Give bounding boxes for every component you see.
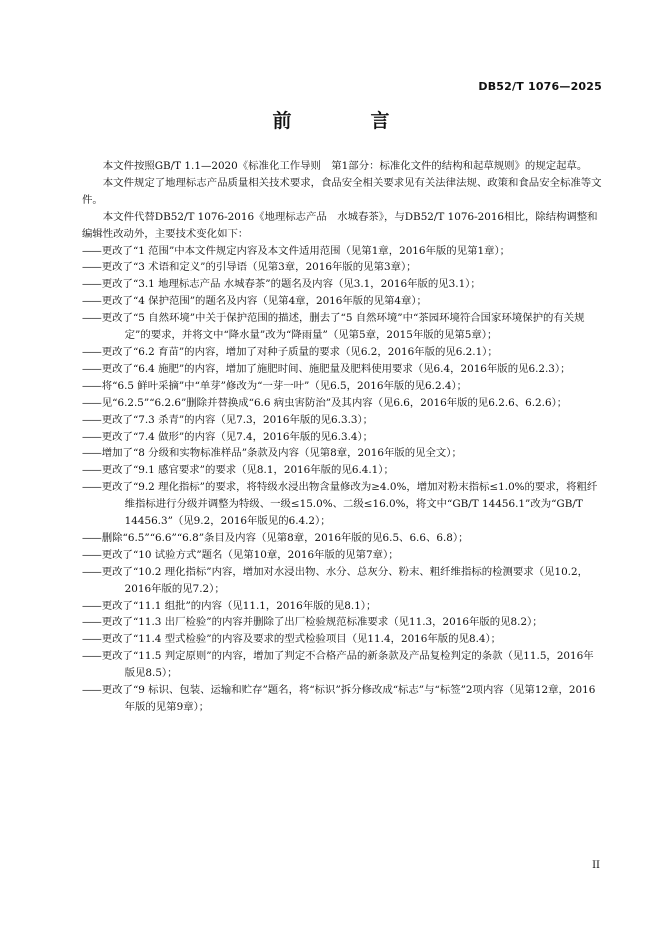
change-text: 更改了“9 标识、包装、运输和贮存”题名，将“标识”拆分修改成“标志”与“标签”2项内容（见第12章，2016年版的见第9章）； xyxy=(101,684,596,713)
list-dash: —— xyxy=(82,447,101,460)
list-dash: —— xyxy=(82,684,101,697)
change-text: 更改了“9.1 感官要求”的要求（见8.1，2016年版的见6.4.1）； xyxy=(101,464,394,477)
list-dash: —— xyxy=(82,650,101,663)
change-list-item xyxy=(82,310,602,344)
list-dash: —— xyxy=(82,548,101,561)
paragraph-scope-note: 本文件规定了地理标志产品质量相关技术要求，食品安全相关要求见有关法律法规、政策和食品安全标准等文件。 xyxy=(82,176,602,206)
change-text: 更改了“9.2 理化指标”的要求，将特级水浸出物含量修改为≥4.0%，增加对粉末指标≤1.0%的要求，将粗纤维指标进行分级并调整为特级、一级≤15.0%、二级≤16.0%，将文中“GB/T 14456.1”改为“GB/T 14456.3”（见9.2，2016年版见的6.4.2）； xyxy=(101,481,598,528)
change-text: 将“6.5 鲜叶采摘”中“单芽”修改为“一芽一叶”（见6.5，2016年版的见6.2.4）； xyxy=(101,379,468,392)
list-dash: —— xyxy=(82,413,101,426)
change-list xyxy=(82,243,602,716)
list-dash: —— xyxy=(82,278,101,291)
change-text: 更改了“10.2 理化指标”内容，增加对水浸出物、水分、总灰分、粉末、粗纤维指标的检测要求（见10.2，2016年版的见7.2）； xyxy=(101,565,588,595)
change-list-item xyxy=(82,479,602,530)
change-text: 见“6.2.5”“6.2.6”删除并替换成“6.6 病虫害防治”及其内容（见6.6，2016年版的见6.2.6、6.2.6）； xyxy=(101,396,568,409)
list-dash: —— xyxy=(82,396,101,409)
list-dash: —— xyxy=(82,599,101,612)
list-dash: —— xyxy=(82,464,101,477)
change-text: 更改了“3.1 地理标志产品 水城春茶”的题名及内容（见3.1，2016年版的见3.1）； xyxy=(101,278,481,291)
paragraph-drafting-basis: 本文件按照GB/T 1.1—2020《标准化工作导则 第1部分：标准化文件的结构和起草规则》的规定起草。 xyxy=(102,160,588,172)
change-list-item xyxy=(82,344,602,361)
change-text: 删除“6.5”“6.6”“6.8”条目及内容（见第8章，2016年版的见6.5、6.6、6.8）； xyxy=(101,531,469,544)
change-list-item xyxy=(82,614,602,631)
change-list-item xyxy=(82,462,602,479)
paragraph-replacement-note: 本文件代替DB52/T 1076-2016《地理标志产品 水城春茶》，与DB52/T 1076-2016相比，除结构调整和编辑性改动外，主要技术变化如下： xyxy=(82,210,598,240)
page-number: II xyxy=(592,860,600,871)
change-text: 更改了“5 自然环境”中关于保护范围的描述，删去了“5 自然环境”中“茶园环境符合国家环境保护的有关规定”的要求，并将文中“降水量”改为“降雨量”（见第5章，2015年版的见第5章）； xyxy=(101,312,585,342)
list-dash: —— xyxy=(82,616,101,629)
document-code: DB52/T 1076—2025 xyxy=(478,80,602,93)
list-dash: —— xyxy=(82,345,101,358)
change-text: 更改了“6.2 育苗”的内容，增加了对种子质量的要求（见6.2，2016年版的见6.2.1）； xyxy=(101,345,498,358)
list-dash: —— xyxy=(82,261,101,274)
change-text: 更改了“1 范围”中本文件规定内容及本文件适用范围（见第1章，2016年版的见第1章）； xyxy=(101,244,511,257)
change-list-item xyxy=(82,598,602,615)
change-list-item xyxy=(82,648,602,682)
list-dash: —— xyxy=(82,295,101,308)
change-text: 更改了“11.3 出厂检验”的内容并删除了出厂检验规范标准要求（见11.3，2016年版的见8.2）； xyxy=(101,616,543,629)
change-list-item xyxy=(82,547,602,564)
document-body xyxy=(82,158,602,716)
list-dash: —— xyxy=(82,633,101,646)
change-list-item xyxy=(82,564,602,598)
change-text: 更改了“7.4 做形”的内容（见7.4，2016年版的见6.3.4）； xyxy=(101,430,374,443)
list-dash: —— xyxy=(82,379,101,392)
change-text: 增加了“8 分级和实物标准样品”条款及内容（见第8章，2016年版的见全文）； xyxy=(101,447,462,460)
change-list-item xyxy=(82,429,602,446)
list-dash: —— xyxy=(82,430,101,443)
list-dash: —— xyxy=(82,531,101,544)
change-text: 更改了“4 保护范围”的题名及内容（见第4章，2016年版的见第4章）； xyxy=(101,295,427,308)
change-text: 更改了“7.3 杀青”的内容（见7.3，2016年版的见6.3.3）； xyxy=(101,413,374,426)
change-list-item xyxy=(82,395,602,412)
list-dash: —— xyxy=(82,481,101,494)
list-dash: —— xyxy=(82,362,101,375)
change-text: 更改了“3 术语和定义”的引导语（见第3章，2016年版的见第3章）； xyxy=(101,261,417,274)
change-list-item xyxy=(82,361,602,378)
change-list-item xyxy=(82,412,602,429)
change-text: 更改了“11.1 组批”的内容（见11.1，2016年版的见8.1）； xyxy=(101,599,377,612)
change-list-item xyxy=(82,276,602,293)
list-dash: —— xyxy=(82,244,101,257)
change-list-item xyxy=(82,243,602,260)
page-title: 前 言 xyxy=(272,110,420,132)
change-list-item xyxy=(82,259,602,276)
list-dash: —— xyxy=(82,312,101,325)
change-list-item xyxy=(82,378,602,395)
change-list-item xyxy=(82,631,602,648)
change-list-item xyxy=(82,445,602,462)
change-list-item xyxy=(82,682,602,716)
list-dash: —— xyxy=(82,565,101,578)
change-list-item xyxy=(82,530,602,547)
change-text: 更改了“6.4 施肥”的内容，增加了施肥时间、施肥量及肥料使用要求（见6.4，2016年版的见6.2.3）； xyxy=(101,362,571,375)
change-text: 更改了“11.4 型式检验”的内容及要求的型式检验项目（见11.4，2016年版的见8.4）； xyxy=(101,633,502,646)
change-list-item xyxy=(82,293,602,310)
change-text: 更改了“11.5 判定原则”的内容，增加了判定不合格产品的新条款及产品复检判定的条款（见11.5，2016年版见8.5）； xyxy=(101,650,594,680)
change-text: 更改了“10 试验方式”题名（见第10章，2016年版的见第7章）； xyxy=(101,548,399,561)
